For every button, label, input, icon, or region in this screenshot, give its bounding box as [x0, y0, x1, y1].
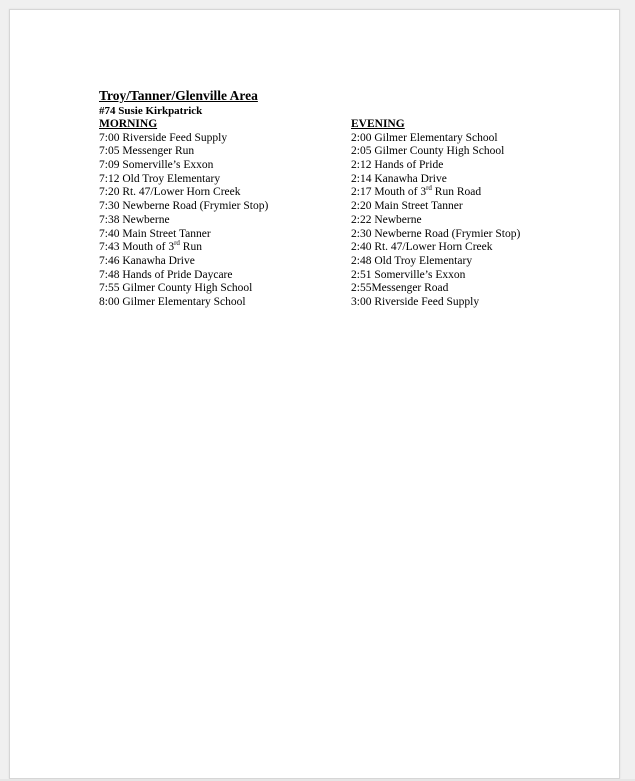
- evening-stop-list: [351, 132, 520, 310]
- schedule-stop: [351, 241, 520, 255]
- schedule-stop: [351, 145, 520, 159]
- stop-text: 7:05 Messenger Run: [99, 145, 195, 158]
- stop-text: 7:46 Kanawha Drive: [99, 254, 195, 267]
- schedule-stop: [99, 173, 268, 187]
- stop-text: 7:20 Rt. 47/Lower Horn Creek: [99, 186, 241, 199]
- schedule-stop: [351, 200, 520, 214]
- stop-text: 2:22 Newberne: [351, 213, 422, 226]
- schedule-stop: [351, 159, 520, 173]
- stop-text: 7:00 Riverside Feed Supply: [99, 131, 228, 144]
- stop-text: 2:12 Hands of Pride: [351, 159, 444, 172]
- stop-text: 7:55 Gilmer County High School: [99, 282, 253, 295]
- stop-text: 2:55Messenger Road: [351, 282, 449, 295]
- schedule-stop: [99, 200, 268, 214]
- stop-text: 2:51 Somerville’s Exxon: [351, 268, 466, 281]
- stop-text: 2:17 Mouth of 3: [351, 186, 427, 199]
- schedule-stop: [351, 228, 520, 242]
- ordinal-suffix: rd: [174, 239, 180, 248]
- morning-heading: MORNING: [99, 118, 158, 130]
- schedule-stop: [99, 241, 268, 255]
- schedule-stop: [351, 269, 520, 283]
- morning-column: [99, 118, 268, 310]
- stop-text: 7:40 Main Street Tanner: [99, 227, 211, 240]
- schedule-stop: [99, 145, 268, 159]
- schedule-stop: [351, 186, 520, 200]
- stop-text: 3:00 Riverside Feed Supply: [351, 295, 480, 308]
- schedule-stop: [351, 214, 520, 228]
- stop-text: 2:05 Gilmer County High School: [351, 145, 505, 158]
- stop-text: 7:12 Old Troy Elementary: [99, 172, 221, 185]
- schedule-stop: [351, 255, 520, 269]
- schedule-stop: [99, 186, 268, 200]
- schedule-stop: [99, 296, 268, 310]
- stop-text: 7:43 Mouth of 3: [99, 241, 175, 254]
- ordinal-suffix: rd: [426, 184, 432, 193]
- stop-text: 2:20 Main Street Tanner: [351, 200, 463, 213]
- stop-text: 2:00 Gilmer Elementary School: [351, 131, 498, 144]
- schedule-stop: [99, 159, 268, 173]
- stop-text: 7:30 Newberne Road (Frymier Stop): [99, 200, 269, 213]
- schedule-stop: [351, 296, 520, 310]
- schedule-stop: [351, 282, 520, 296]
- schedule-stop: [99, 282, 268, 296]
- stop-text: 7:09 Somerville’s Exxon: [99, 159, 214, 172]
- stop-text: 2:40 Rt. 47/Lower Horn Creek: [351, 241, 493, 254]
- schedule-stop: [99, 228, 268, 242]
- morning-stop-list: [99, 132, 268, 310]
- schedule-stop: [351, 173, 520, 187]
- driver-label: #74 Susie Kirkpatrick: [99, 105, 203, 117]
- stop-text: 2:48 Old Troy Elementary: [351, 254, 473, 267]
- document-page: [9, 9, 620, 779]
- evening-column: [351, 118, 520, 310]
- stop-text: 2:30 Newberne Road (Frymier Stop): [351, 227, 521, 240]
- stop-text: 8:00 Gilmer Elementary School: [99, 295, 246, 308]
- evening-heading: EVENING: [351, 118, 405, 130]
- stop-text-continued: Run Road: [431, 186, 482, 199]
- stop-text-continued: Run: [179, 241, 202, 254]
- document-title: Troy/Tanner/Glenville Area: [99, 88, 258, 103]
- stop-text: 2:14 Kanawha Drive: [351, 172, 447, 185]
- schedule-stop: [99, 269, 268, 283]
- schedule-stop: [99, 132, 268, 146]
- stop-text: 7:38 Newberne: [99, 213, 170, 226]
- stop-text: 7:48 Hands of Pride Daycare: [99, 268, 233, 281]
- schedule-stop: [351, 132, 520, 146]
- schedule-stop: [99, 255, 268, 269]
- schedule-stop: [99, 214, 268, 228]
